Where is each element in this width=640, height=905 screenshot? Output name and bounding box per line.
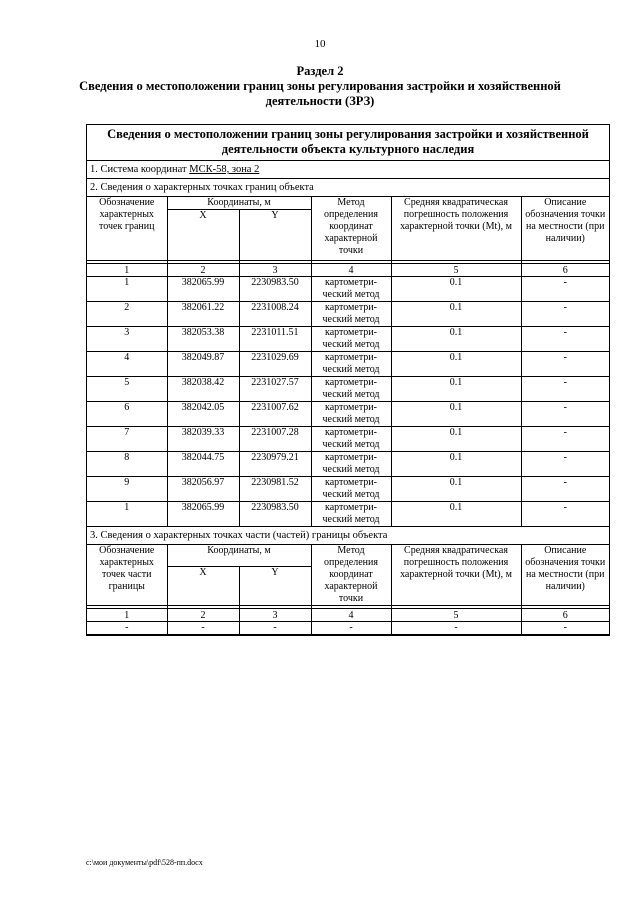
error-cell: 0.1	[391, 427, 521, 452]
error-cell: 0.1	[391, 452, 521, 477]
table-row	[87, 452, 609, 477]
table-row	[87, 427, 609, 452]
description-cell: -	[521, 327, 609, 352]
column-number: 4	[311, 264, 391, 277]
section-subtitle-line2: деятельности (ЗРЗ)	[265, 94, 375, 108]
point-id-cell: 5	[87, 377, 167, 402]
method-cell: картометри-ческий метод	[311, 502, 391, 527]
x-coordinate-cell: 382061.22	[167, 302, 239, 327]
coordinate-system-label: 1. Система координат	[90, 164, 187, 175]
point-id-cell: 1	[87, 277, 167, 302]
column-number: 5	[391, 264, 521, 277]
document-header-line1: Сведения о местоположении границ зоны регулирования застройки и хозяйственной	[107, 127, 589, 141]
header-description: Описание обозначения точки на местности (при наличии)	[521, 197, 609, 261]
column-number: 2	[167, 264, 239, 277]
header-x: X	[167, 567, 239, 606]
footer-file-path: c:\мои документы\pdf\528-пп.docx	[86, 858, 203, 867]
point-id-cell: 4	[87, 352, 167, 377]
y-coordinate-cell: 2230983.50	[239, 502, 311, 527]
column-number-row	[87, 609, 609, 622]
point-id-cell: 3	[87, 327, 167, 352]
table-header-row	[87, 197, 609, 210]
y-coordinate-cell: 2231007.62	[239, 402, 311, 427]
point-id-cell: 8	[87, 452, 167, 477]
description-cell: -	[521, 302, 609, 327]
error-cell: 0.1	[391, 277, 521, 302]
method-cell: картометри-ческий метод	[311, 327, 391, 352]
description-cell: -	[521, 402, 609, 427]
description-cell: -	[521, 502, 609, 527]
table-row	[87, 302, 609, 327]
error-cell: 0.1	[391, 352, 521, 377]
point-id-cell: 1	[87, 502, 167, 527]
page-number: 10	[314, 38, 326, 50]
description-cell: -	[521, 452, 609, 477]
section-subtitle-line1: Сведения о местоположении границ зоны регулирования застройки и хозяйственной	[79, 79, 561, 93]
header-y: Y	[239, 210, 311, 261]
header-coordinates: Координаты, м	[167, 545, 311, 567]
y-coordinate-cell: 2231008.24	[239, 302, 311, 327]
y-coordinate-cell: 2230981.52	[239, 477, 311, 502]
header-x: X	[167, 210, 239, 261]
description-cell: -	[521, 352, 609, 377]
table-row	[87, 502, 609, 527]
error-cell: -	[391, 622, 521, 635]
table-row	[87, 477, 609, 502]
points-table	[87, 197, 609, 527]
header-point-designation: Обозначение характерных точек части границы	[87, 545, 167, 606]
x-coordinate-cell: 382053.38	[167, 327, 239, 352]
point-id-cell: 2	[87, 302, 167, 327]
description-cell: -	[521, 622, 609, 635]
y-coordinate-cell: 2230983.50	[239, 277, 311, 302]
section-title: Раздел 2	[296, 64, 344, 78]
method-cell: картометри-ческий метод	[311, 427, 391, 452]
table-row	[87, 377, 609, 402]
y-coordinate-cell: -	[239, 622, 311, 635]
coordinate-system-row	[87, 161, 609, 179]
description-cell: -	[521, 377, 609, 402]
header-error: Средняя квадратическая погрешность положения характерной точки (Mt), м	[391, 545, 521, 606]
table-row	[87, 327, 609, 352]
method-cell: картометри-ческий метод	[311, 477, 391, 502]
column-number: 6	[521, 264, 609, 277]
x-coordinate-cell: 382049.87	[167, 352, 239, 377]
boundary-document	[86, 124, 610, 636]
column-number: 3	[239, 609, 311, 622]
document-header	[87, 125, 609, 161]
method-cell: картометри-ческий метод	[311, 452, 391, 477]
column-number: 3	[239, 264, 311, 277]
description-cell: -	[521, 277, 609, 302]
method-cell: картометри-ческий метод	[311, 302, 391, 327]
point-id-cell: -	[87, 622, 167, 635]
column-number: 2	[167, 609, 239, 622]
x-coordinate-cell: 382038.42	[167, 377, 239, 402]
header-description: Описание обозначения точки на местности (при наличии)	[521, 545, 609, 606]
y-coordinate-cell: 2231011.51	[239, 327, 311, 352]
column-number: 1	[87, 264, 167, 277]
method-cell: картометри-ческий метод	[311, 377, 391, 402]
part-points-table	[87, 545, 609, 635]
table-row	[87, 402, 609, 427]
table-header-row	[87, 545, 609, 567]
column-number-row	[87, 264, 609, 277]
header-method: Метод определения координат характерной точки	[311, 197, 391, 261]
column-number: 4	[311, 609, 391, 622]
error-cell: 0.1	[391, 502, 521, 527]
point-id-cell: 7	[87, 427, 167, 452]
method-cell: картометри-ческий метод	[311, 352, 391, 377]
section2-title: 2. Сведения о характерных точках границ объекта	[87, 179, 609, 197]
error-cell: 0.1	[391, 302, 521, 327]
y-coordinate-cell: 2230979.21	[239, 452, 311, 477]
header-method: Метод определения координат характерной точки	[311, 545, 391, 606]
y-coordinate-cell: 2231029.69	[239, 352, 311, 377]
x-coordinate-cell: 382039.33	[167, 427, 239, 452]
error-cell: 0.1	[391, 377, 521, 402]
column-number: 5	[391, 609, 521, 622]
description-cell: -	[521, 477, 609, 502]
header-point-designation: Обозначение характерных точек границ	[87, 197, 167, 261]
column-number: 6	[521, 609, 609, 622]
document-header-line2: деятельности объекта культурного наследия	[221, 142, 475, 156]
table-row	[87, 352, 609, 377]
coordinate-system-value: МСК-58, зона 2	[189, 164, 260, 175]
error-cell: 0.1	[391, 402, 521, 427]
error-cell: 0.1	[391, 477, 521, 502]
x-coordinate-cell: 382042.05	[167, 402, 239, 427]
y-coordinate-cell: 2231027.57	[239, 377, 311, 402]
x-coordinate-cell: 382056.97	[167, 477, 239, 502]
y-coordinate-cell: 2231007.28	[239, 427, 311, 452]
method-cell: -	[311, 622, 391, 635]
point-id-cell: 9	[87, 477, 167, 502]
x-coordinate-cell: 382065.99	[167, 502, 239, 527]
point-id-cell: 6	[87, 402, 167, 427]
section-heading	[0, 64, 640, 109]
description-cell: -	[521, 427, 609, 452]
table-row	[87, 277, 609, 302]
x-coordinate-cell: 382044.75	[167, 452, 239, 477]
method-cell: картометри-ческий метод	[311, 277, 391, 302]
section3-title: 3. Сведения о характерных точках части (частей) границы объекта	[87, 527, 609, 545]
header-coordinates: Координаты, м	[167, 197, 311, 210]
table-row	[87, 622, 609, 635]
method-cell: картометри-ческий метод	[311, 402, 391, 427]
error-cell: 0.1	[391, 327, 521, 352]
x-coordinate-cell: -	[167, 622, 239, 635]
x-coordinate-cell: 382065.99	[167, 277, 239, 302]
header-y: Y	[239, 567, 311, 606]
column-number: 1	[87, 609, 167, 622]
header-error: Средняя квадратическая погрешность положения характерной точки (Mt), м	[391, 197, 521, 261]
